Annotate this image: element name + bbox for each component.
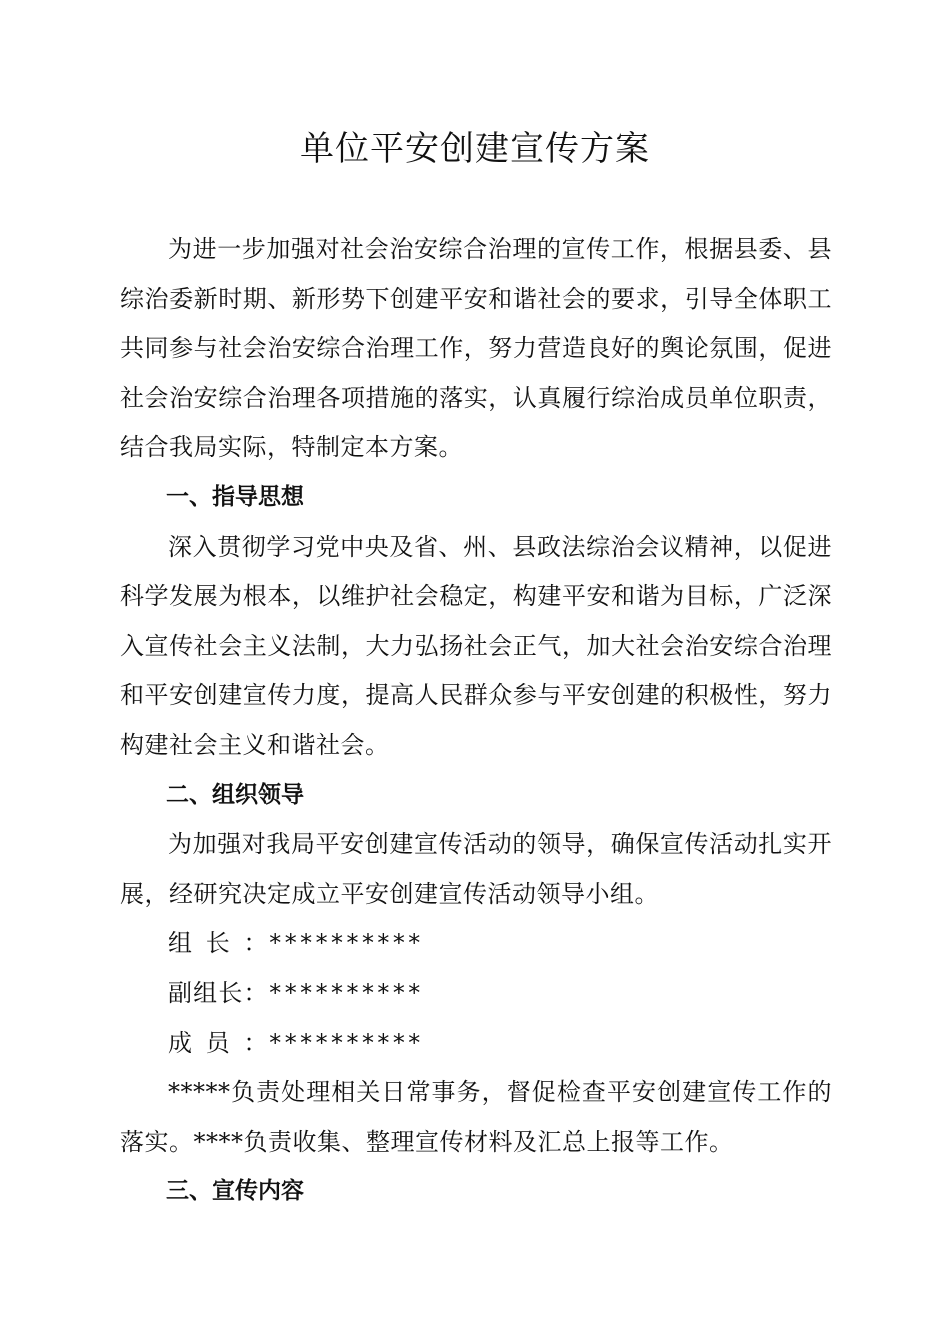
document-title: 单位平安创建宣传方案 [300, 129, 650, 169]
member-row-members [120, 1019, 832, 1069]
member-name-value: ********** [268, 929, 423, 958]
section-heading-organization: 二、组织领导 [166, 781, 304, 808]
document-body [120, 225, 832, 1217]
section-paragraph-guiding-thought: 深入贯彻学习党中央及省、州、县政法综治会议精神，以促进科学发展为根本，以维护社会稳定，构建平安和谐为目标，广泛深入宣传社会主义法制，大力弘扬社会正气，加大社会治安综合治理和平安创建宣传力度，提高人民群众参与平安创建的积极性，努力构建社会主义和谐社会。 [120, 532, 832, 759]
member-name-value: ********** [268, 978, 423, 1007]
intro-paragraph: 为进一步加强对社会治安综合治理的宣传工作，根据县委、县综治委新时期、新形势下创建平安和谐社会的要求，引导全体职工共同参与社会治安综合治理工作，努力营造良好的舆论氛围，促进社会治安综合治理各项措施的落实，认真履行综治成员单位职责，结合我局实际，特制定本方案。 [120, 235, 832, 462]
member-row-leader [120, 919, 832, 969]
member-role-label: 副组长： [168, 978, 268, 1007]
member-row-deputy-leader [120, 969, 832, 1019]
duties-paragraph: *****负责处理相关日常事务，督促检查平安创建宣传工作的落实。****负责收集、整理宣传材料及汇总上报等工作。 [120, 1078, 832, 1156]
section-heading-guiding-thought: 一、指导思想 [166, 483, 304, 510]
member-role-label: 组长： [168, 929, 268, 958]
member-name-value: ********** [268, 1028, 423, 1057]
member-role-label: 成员： [168, 1028, 268, 1057]
section-paragraph-organization: 为加强对我局平安创建宣传活动的领导，确保宣传活动扎实开展，经研究决定成立平安创建宣传活动领导小组。 [120, 830, 832, 908]
section-heading-publicity-content: 三、宣传内容 [166, 1178, 304, 1205]
